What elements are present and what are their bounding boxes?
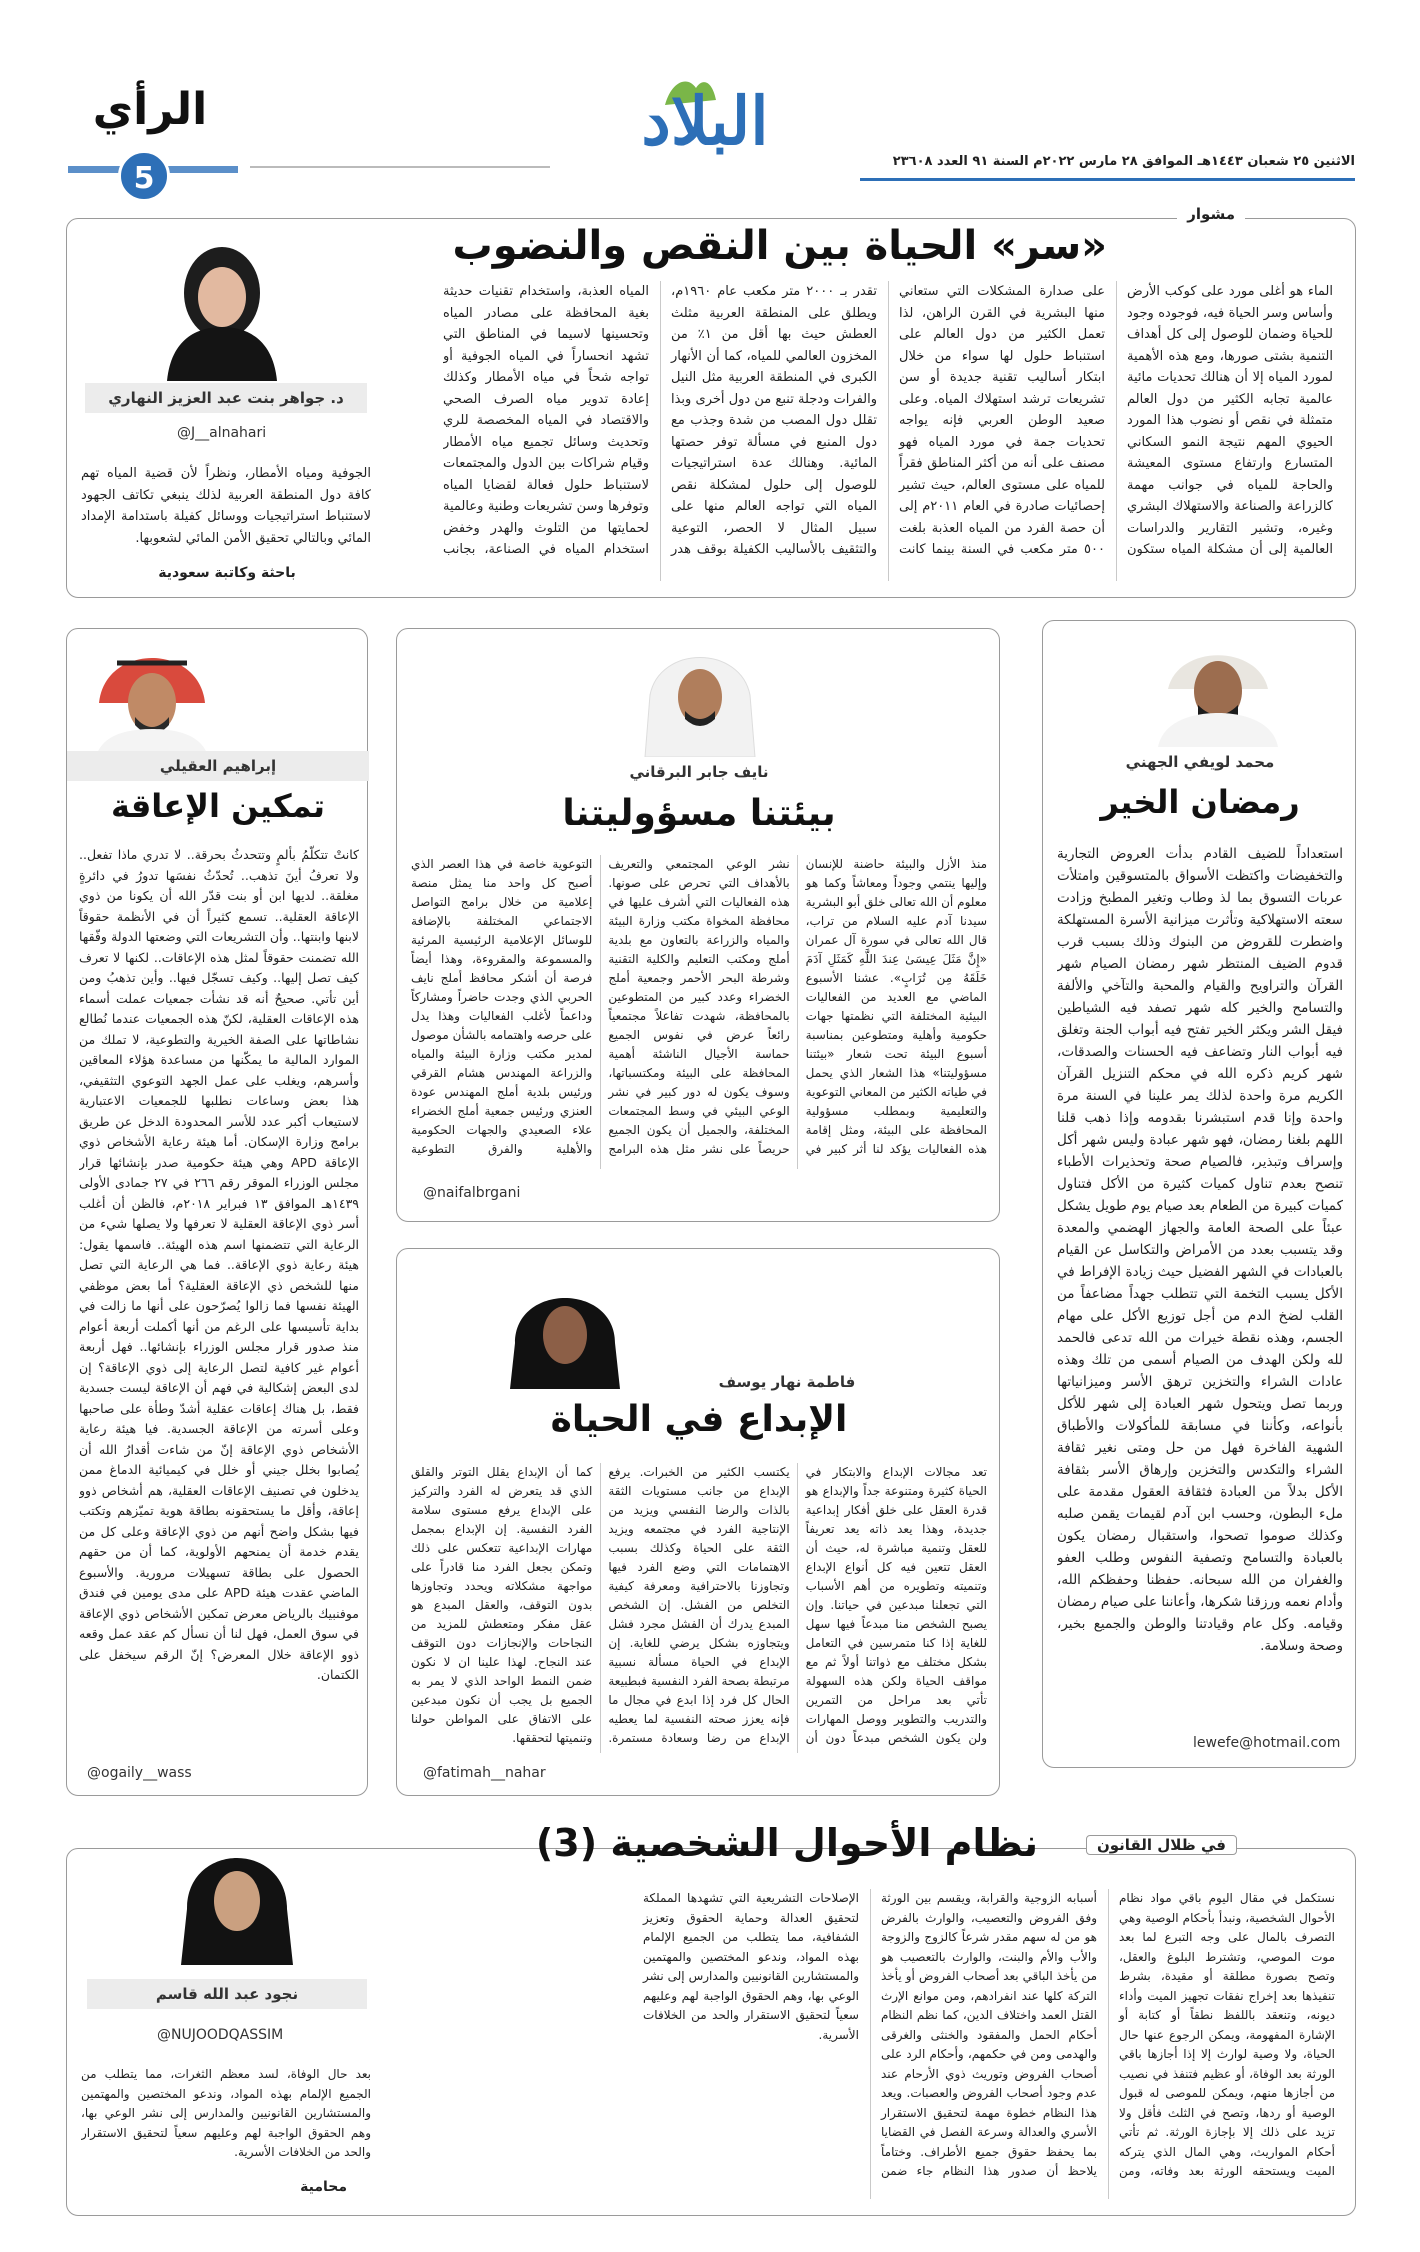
author-name: فاطمة نهار يوسف [637, 1367, 937, 1397]
author-name: نجود عبد الله قاسم [87, 1979, 367, 2009]
author-portrait-icon [167, 1835, 307, 1965]
masthead-rule [250, 166, 550, 168]
date-line: الاثنين ٢٥ شعبان ١٤٤٣هـ الموافق ٢٨ مارس ٢٠٢٢م السنة ٩١ العدد ٢٣٦٠٨ [892, 154, 1355, 169]
author-handle[interactable]: @fatimah__nahar [423, 1765, 546, 1781]
author-handle[interactable]: @J__alnahari [177, 425, 267, 441]
column-tag: مشوار [1177, 205, 1245, 223]
author-bio: باحثة وكاتبة سعودية [158, 565, 296, 581]
author-handle[interactable]: @NUJOODQASSIM [157, 2027, 284, 2043]
author-photo [167, 1835, 307, 1965]
date-rule [860, 178, 1355, 181]
page-number: 5 [133, 161, 155, 196]
author-handle[interactable]: @naifalbrgani [423, 1185, 521, 1201]
author-photo [495, 1273, 635, 1389]
center-bottom-article [396, 1248, 1000, 1796]
right-article [66, 628, 368, 1796]
author-handle[interactable]: @ogaily__wass [87, 1765, 192, 1781]
author-name: محمد لويفي الجهني [1055, 747, 1345, 777]
article-title: بيئتنا مسؤوليتنا [562, 793, 836, 834]
author-photo [87, 633, 217, 761]
main-article [66, 205, 1356, 598]
author-name: إبراهيم العقيلي [67, 751, 369, 781]
page-number-badge [118, 150, 170, 202]
author-email[interactable]: lewefe@hotmail.com [1193, 1735, 1341, 1751]
author-photo [635, 635, 765, 757]
author-portrait-icon [495, 1273, 635, 1389]
article-body: كانتْ تتكلّمُ بألمٍ وتتحدثُ بحرقة.. لا تدري ماذا تفعل.. ولا تعرفُ أينَ تذهب.. تُحدّثُ نفسَها تدورُ في دائرةٍ مغلقة.. لديها ابن أو بنت قدّر الله أن يكونا من ذوي الإعاقة العقلية.. تسمع كثيراً أن في الأنظمة حقوقاً لابنها وابنتها.. وأن التشريعات التي وضعتها الدولة وفّقها الله تضمنت حقوقاً لمثل هذه الإعاقات.. لكنها لا تعرف كيف تصل إليها.. وكيف تسجّل فيها.. وأين تذهبُ ومن أين تأتي. صحيحٌ أنه قد نشأت جمعيات عملت أسماء هذه الإعاقات العقلية، لكنّ هذه الجمعيات عندما نُطالع نشاطاتها على الصفة الخيرية والتطوعية، لا تملك من الموارد المالية ما يمكّنها من مساعدة هؤلاء المعاقين وأسرهم، ويغلب على عمل الجهد التوعوي التثقيفي، هذا بعض وساعات نطلبها للجمعيات الاعتبارية لاستيعاب أكبر عدد للأسر المحدودة الدخل عن طريق برامج وزارة الإسكان. أما هيئة رعاية الأشخاص ذوي الإعاقة APD وهي هيئة حكومية صدر بإنشائها قرار مجلس الوزراء الموقر رقم ٢٦٦ في ٢٧ جمادى الأولى ١٤٣٩هـ الموافق ١٣ فبراير ٢٠١٨م، فالظن أن أغلب أسر ذوي الإعاقة العقلية لا تعرفها ولا يصلها شيء من الرعاية التي تتضمنها اسم هذه الهيئة.. فاسمها يقول: هيئة رعاية ذوي الإعاقة.. فما هي الرعاية التي تصل منها للشخص ذي الإعاقة العقلية؟ أما بعض موظفي الهيئة نفسها فما زالوا يُصرّحون على أنها ما زالت في بداية تأسيسها على الرغم من أنها أكملت أربعة أعوام منذ صدور قرار مجلس الوزراء بإنشائها.. فهل أربعة أعوام غير كافية لتصل الرعاية إلى ذوي الإعاقة؟ إن لدى البعض إشكالية في فهم أن الإعاقة ليست جسدية فقط، بل هناك إعاقات عقلية أشدّ وطأة على صاحبها وعلى أسرته من الإعاقة الجسدية. فيا هيئة رعاية الأشخاص ذوي الإعاقة إنّ من شاءت أقدارُ الله أن يُصابوا بخلل جيني أو خلل في كيميائية الدماغ ممن يدخلون في تصنيف الإعاقات العقلية، هم أشخاص ذوو إعاقة، وأقل ما يستحقونه بطاقة هوية تميّزهم وتكتب فيها بشكل واضح أنهم من ذوي الإعاقة وعلى كل من يقدم خدمة أن يمنحهم الأولوية، كما أن من حقهم الحصول على بطاقة تسهيلات مرورية. والأسبوع الماضي عقدت هيئة APD على مدى يومين في فندق موفنبيك بالرياض معرض تمكين الأشخاص ذوي الإعاقة في سوق العمل، فهل لنا أن نسأل كم عقد عمل وقعه ذوو الإعاقة خلال المعرض؟ إنّ الرقم سيخفل على الكتمان. [79, 847, 359, 1682]
author-note-body: بعد حال الوفاة، لسد معظم الثغرات، مما يتطلب من الجميع الإلمام بهذه المواد، وندعو المختصين والمهتمين والمستشارين القانونيين والمدارس إلى نشر الوعي بها، وهم الحقوق الواجبة لهم وعليهم سعياً لتحقيق الاستقرار والحد من الخلافات الأسرية. [81, 2067, 371, 2159]
author-note-body: الجوفية ومياه الأمطار، ونظراً لأن قضية المياه تهم كافة دول المنطقة العربية لذلك ينبغي تكاتف الجهود لاستنباط استراتيجيات ووسائل كفيلة باستدامة الإمداد المائي وبالتالي تحقيق الأمن المائي لشعوبها. [81, 466, 371, 546]
author-portrait-icon [1143, 629, 1293, 747]
bottom-article [66, 1821, 1356, 2216]
article-title: «سر» الحياة بين النقص والنضوب [452, 223, 1107, 269]
author-portrait-icon [87, 633, 217, 761]
article-title: رمضان الخير [1100, 783, 1300, 821]
article-body: نستكمل في مقال اليوم باقي مواد نظام الأحوال الشخصية، ونبدأ بأحكام الوصية وهي التصرف بالمال على وجه التبرع لما بعد موت الموصي، وتشترط البلوغ والعقل، وتصح بصورة مطلقة أو مقيدة، بشرط تنفيذها بعد إخراج نفقات تجهيز الميت وأداء ديونه، وتنعقد باللفظ نطقاً أو كتابة أو الإشارة المفهومة، ويمكن الرجوع عنها حال الحياة، ولا وصية لوارث إلا إذا أجازها باقي الورثة بعد الوفاة، أو عظيم فتنفذ في نصيب من أجازها منهم، ويمكن للموصى له قبول الوصية أو ردها، وتصح في الثلث فأقل ولا تزيد على ذلك إلا بإجازة الورثة. ثم تأتي أحكام المواريث، وهي المال الذي يتركه الميت ويستحقه الورثة بعد وفاته، ومن أسبابه الزوجية والقرابة، ويقسم بين الورثة وفق الفروض والتعصيب، والوارث بالفرض هو من له سهم مقدر شرعاً كالزوج والزوجة والأب والأم والبنت، والوارث بالتعصيب هو من يأخذ الباقي بعد أصحاب الفروض أو يأخذ التركة كلها عند انفرادهم، ومن موانع الإرث القتل العمد واختلاف الدين، كما نظم النظام أحكام الحمل والمفقود والخنثى والغرقى والهدمى ومن في حكمهم، وأحكام الرد على أصحاب الفروض وتوريث ذوي الأرحام عند عدم وجود أصحاب الفروض والعصبات. ويعد هذا النظام خطوة مهمة لتحقيق الاستقرار الأسري والعدالة وسرعة الفصل في القضايا بما يحفظ حقوق جميع الأطراف. وختاماً يلاحظ أن صدور هذا النظام جاء ضمن الإصلاحات التشريعية التي تشهدها المملكة لتحقيق العدالة وحماية الحقوق وتعزيز الشفافية، مما يتطلب من الجميع الإلمام بهذه المواد، وندعو المختصين والمهتمين والمستشارين القانونيين والمدارس إلى نشر الوعي بها، وهم الحقوق الواجبة لهم وعليهم سعياً لتحقيق الاستقرار والحد من الخلافات الأسرية. [643, 1891, 1335, 2178]
article-body: منذ الأزل والبيئة حاضنة للإنسان وإليها ينتمي وجوداً ومعاشاً وكما هو معلوم أن الله تعالى خلق أبو البشرية سيدنا آدم عليه السلام من تراب، قال الله تعالى في سورة آل عمران «إِنَّ مَثَلَ عِيسَىٰ عِندَ اللَّهِ كَمَثَلِ آدَمَ خَلَقَهُ مِن تُرَابٍ». عشنا الأسبوع الماضي مع العديد من الفعاليات البيئية المختلفة التي نظمتها جهات حكومية وأهلية ومتطوعين بمناسبة أسبوع البيئة تحت شعار «بيئتنا مسؤوليتنا» هذا الشعار الذي يحمل في طياته الكثير من المعاني التوعوية والتعليمية وبمطلب مسؤولية المحافظة على البيئة، ومثل إقامة هذه الفعاليات يؤكد لنا أثر كبير في نشر الوعي المجتمعي والتعريف بالأهداف التي تحرص على صونها. هذه الفعاليات التي أشرف عليها في محافظة المخواة مكتب وزارة البيئة والمياه والزراعة بالتعاون مع بلدية أملج ومكتب التعليم والكلية التقنية وشرطة البحر الأحمر وجمعية أملج الخضراء وعدد كبير من المتطوعين بالمحافظة، شهدت تفاعلاً مجتمعياً رائعاً عرض في نفوس الجميع حماسة الأجيال الناشئة أهمية المحافظة على البيئة ومكتسباتها، وسوف يكون له دور كبير في نشر الوعي البيئي في وسط المجتمعات المختلفة، والجميل أن يكون الجميع حريصاً على نشر مثل هذه البرامج التوعوية خاصة في هذا العصر الذي أصبح كل واحد منا يمثل منصة إعلامية من خلال برامج التواصل الاجتماعي المختلفة بالإضافة للوسائل الإعلامية الرئيسية المرئية والمسموعة والمقروءة، وهذا أيضاً فرصة أن أشكر محافظ أملج نايف الحربي الذي وجدت حاضراً ومشاركاً وداعماً لأغلب الفعاليات وهذا يدل على حرصه واهتمامه بالشأن موصول لمدير مكتب وزارة البيئة والمياه والزراعة المهندس هشام القرقي ورئيس بلدية أملج المهندس عودة العنزي ورئيس جمعية أملج الخضراء علاء الصعيدي والجهات الحكومية والأهلية والفرق التطوعية [411, 857, 987, 1156]
column-tag: في ظلال القانون [1086, 1835, 1237, 1855]
center-top-article [396, 628, 1000, 1222]
section-title: الرأي [92, 84, 208, 135]
newspaper-logo [600, 70, 810, 170]
article-body: تعد مجالات الإبداع والابتكار في الحياة كثيرة ومتنوعة جداً والإبداع هو قدرة العقل على خلق أفكار إبداعية جديدة، وهذا يعد ذاته يعد تعريفاً للعقل وتنمية مباشرة له، حيث أن العقل تتعين فيه كل أنواع الإبداع وتنميته وتطويره من أهم الأسباب التي تجعلنا مبدعين في حياتنا. وإن يصبح الشخص منا مبدعاً فيها سهل للغاية إذا كنا متمرسين في التعامل بشكل مختلف مع ذواتنا أولاً ثم مع مواقف الحياة ولكن هذه السهولة تأتي بعد مراحل من التمرين والتدريب والتطوير ووصل المهارات ولن يكون الشخص مبدعاً دون أن يكتسب الكثير من الخبرات. يرفع الإبداع من جانب مستويات الثقة بالذات والرضا النفسي ويزيد من الإنتاجية الفرد في مجتمعه ويزيد الثقة على الحياة وكذلك بسبب الاهتمامات التي وضع الفرد فيها وتجاوزنا بالاحترافية ومعرفة كيفية التخلص من الفشل. إن الشخص المبدع يدرك أن الفشل مجرد فشل ويتجاوزه بشكل يرضي للغاية. إن الإبداع في الحياة مسألة نسبية مرتبطة بصحة الفرد النفسية فبطبيعة الحال كل فرد إذا ابدع في مجال ما فإنه يعزز صحته النفسية لما يعطيه الإبداع من رضا وسعادة مستمرة. كما أن الإبداع يقلل التوتر والقلق الذي قد يتعرض له الفرد والتركيز على الإبداع يرفع مستوى سلامة الفرد النفسية. إن الإبداع بمجمل مهارات الإبداعية تتعكس على ذلك وتمكن بجعل الفرد منا قادراً على مواجهة مشكلاته ويحدد وتجاوزها بدون التوقف، والعقل المبدع هو عقل مفكر ومتعطش للمزيد من النجاحات والإنجازات دون التوقف عند النجاح. لهذا علينا ان لا نكون ضمن النمط الواحد الذي لا يمر به الجميع بل يجب أن نكون مبدعين على الاتفاق على المواطن حولنا وتنميتها لتحققها. [411, 1465, 987, 1745]
article-title: الإبداع في الحياة [550, 1399, 848, 1440]
logo-text: البلاد [641, 82, 769, 160]
article-title: تمكين الإعاقة [110, 787, 326, 825]
author-name: د. جواهر بنت عبد العزيز النهاري [85, 383, 367, 413]
author-photo [147, 231, 297, 381]
author-bio: محامية [300, 2179, 347, 2195]
author-portrait-icon [635, 635, 765, 757]
left-article [1042, 620, 1356, 1768]
article-body: الماء هو أغلى مورد على كوكب الأرض وأساس وسر الحياة فيه، فوجوده وجود للحياة وضمان للوصول إلى كل أهداف التنمية بشتى صورها، ومع هذه الأهمية لمورد المياه إلا أن هنالك تحديات مائية عالمية تجابه الكثير من دول العالم متمثلة في نقص أو نضوب هذا المورد الحيوي المهم نتيجة النمو السكاني المتسارع وارتفاع مستوى المعيشة والحاجة للمياه في جوانب مهمة كالزراعة والصناعة والاستهلاك البشري وغيره، وتشير التقارير والدراسات العالمية إلى أن مشكلة المياه ستكون على صدارة المشكلات التي ستعاني منها البشرية في القرن الراهن، لذا تعمل الكثير من دول العالم على استنباط حلول لها سواء من خلال ابتكار أساليب تقنية جديدة أو سن تشريعات ترشد استهلاك المياه. وعلى صعيد الوطن العربي فإنه يواجه تحديات جمة في مورد المياه فهو مصنف على أنه من أكثر المناطق فقراً للمياه على مستوى العالم، حيث تشير إحصائيات صادرة في العام ٢٠١١م إلى أن حصة الفرد من المياه العذبة بلغت ٥٠٠ متر مكعب في السنة بينما كانت تقدر بـ ٢٠٠٠ متر مكعب عام ١٩٦٠م، ويطلق على المنطقة العربية مثلث العطش حيث بها أقل من ١٪ من المخزون العالمي للمياه، كما أن الأنهار الكبرى في المنطقة العربية مثل النيل والفرات ودجلة تنبع من دول أخرى وبذا تقلل دول المصب من شدة وجذب مع دول المنبع في مسألة توفر حصتها المائية. وهنالك عدة استراتيجيات للوصول إلى حلول لمشكلة نقص المياه التي تواجه العالم منها على سبيل المثال لا الحصر، التوعية والتثقيف بالأساليب الكفيلة بوقف هدر المياه العذبة، واستخدام تقنيات حديثة بغية المحافظة على مصادر المياه وتحسينها لاسيما في المناطق التي تشهد انحساراً في المياه الجوفية أو تواجه شحاً في مياه الأمطار وكذلك إعادة تدوير مياه الصرف الصحي والاقتصاد في المياه المخصصة للري وتحديث وسائل تجميع مياه الأمطار وقيام شراكات بين الدول والمجتمعات لاستنباط حلول فعالة لقضايا المياه وتوفرها وسن تشريعات وطنية وعالمية لحمايتها من التلوث والهدر وخفض استخدام المياه في الصناعة، بجانب [443, 284, 1333, 557]
author-photo [1143, 629, 1293, 747]
masthead [0, 0, 1420, 196]
author-name: نايف جابر البرقاني [547, 757, 851, 787]
article-body: استعداداً للضيف القادم بدأت العروض التجارية والتخفيضات واكتظت الأسواق بالمتسوقين وامتلأت عربات التسوق بما لذ وطاب وتغير المطبخ وزادت سعته الاستهلاكية وتأثرت ميزانية الأسرة المستهلكة واضطرت للقروض من البنوك وذلك بسبب قرب قدوم الضيف المنتظر شهر رمضان الصيام شهر القرآن والتراويح والقيام والمحبة والتآخي والألفة والتسامح والخير كله شهر تصفد فيه الشياطين فيقل الشر ويكثر الخير تفتح فيه أبواب الجنة وتغلق فيه أبواب النار وتضاعف فيه الحسنات والصدقات، شهر كريم ذكره الله في محكم التنزيل القرآن الكريم مرة واحدة لذلك يمر علينا في السنة مرة واحدة وإنا قدم استبشرنا بقدومه وإذا ذهب قلنا اللهم بلغنا رمضان، فهو شهر عبادة وليس شهر أكل وإسراف وتبذير، فالصيام صحة وتحذيرات الأطباء تنصح بعدم تناول كميات كثيرة من الأكل فتناول كميات كبيرة من الطعام بعد صيام يوم طويل يشكل عبئاً على الصحة العامة والجهاز الهضمي والمعدة وقد يتسبب بعدد من الأمراض والتكاسل عن القيام بالعبادات في الشهر الفضيل حيث زيادة الإفراط في الأكل يسبب التخمة التي تتطلب جهداً مضاعفاً من القلب لضخ الدم من أجل توزيع الأكل على مهام الجسم، وهذه نقطة خيرات من الله تدعى فالحمد لله ولكن الهدف من الصيام أسمى من تلك وهذه عادات الشراء والتخزين ترهق الأسر وميزانياتها وربما تصل ويتحول شهر العبادة إلى شهر للأكل بأنواعه، وكأننا في مسابقة للمأكولات والأطباق الشهية الفاخرة فهل من حل ومتى نغير ثقافة الشراء والتكدس والتخزين وإرهاق الأسر بثقافة الأكل بدلاً من العبادة فثقافة العقول مقدمة على ملء البطون، وحسب ابن آدم لقيمات يقمن صلبه وكذلك صوموا تصحوا، واستقبال رمضان يكون بالعبادة والتسامح وتصفية النفوس وطلب العفو والغفران من الله سبحانه. حفظنا وحفظكم الله، وأدام نعمه ورزقنا شكرها، وأعاننا على صيام رمضان وقيامه. وكل عام وقيادتنا والوطن والجميع بخير، وصحة وسلامة. [1057, 846, 1343, 1654]
author-portrait-icon [147, 231, 297, 381]
article-title: نظام الأحوال الشخصية (3) [535, 1821, 1039, 1865]
